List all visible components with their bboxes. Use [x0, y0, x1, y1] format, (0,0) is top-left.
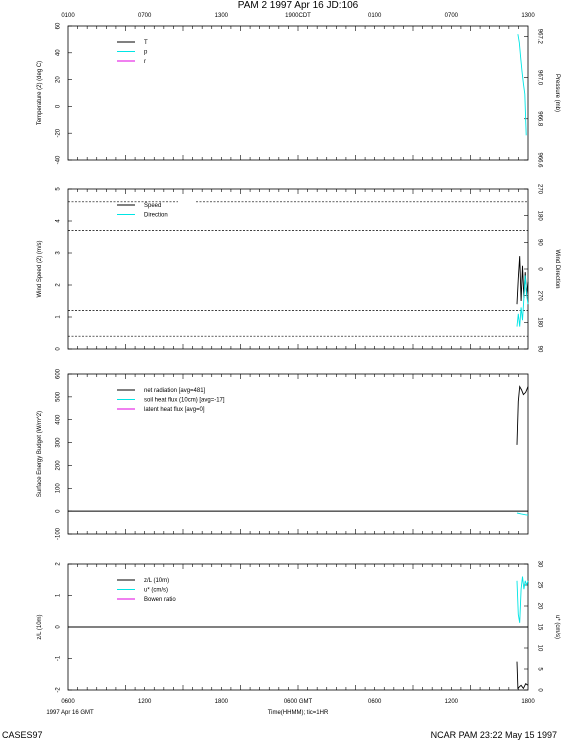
- legend-label: soil heat flux (10cm) [avg=-17]: [144, 397, 225, 404]
- bottom-time-axis: [61, 699, 535, 705]
- top-tick-label: 0100: [61, 13, 75, 19]
- bottom-tick-label: 0600 GMT: [283, 699, 313, 705]
- y-tick-label: -2: [55, 687, 62, 693]
- temperature-axis-label: Temperature (2) (deg C): [37, 60, 43, 126]
- chart-title: PAM 2 1997 Apr 16 JD:106: [237, 0, 359, 11]
- time-axis-label: Time(HHMM); tic=1HR: [267, 710, 329, 716]
- legend-label: latent heat flux [avg=0]: [144, 407, 205, 413]
- top-tick-label: 0100: [367, 13, 382, 19]
- wind-speed-axis-label: Wind Speed (2) (m/s): [37, 240, 43, 298]
- y-tick-label: 3: [55, 251, 62, 255]
- y2-tick-label: 20: [536, 602, 543, 610]
- legend-label: T: [144, 40, 148, 46]
- legend-label: Bowen ratio: [144, 597, 176, 603]
- bottom-tick-label: 1800: [521, 699, 535, 705]
- y-tick-label: 1: [55, 593, 62, 598]
- energy-budget-panel: [37, 368, 528, 540]
- panel-frame: [68, 189, 528, 349]
- y2-tick-label: 15: [536, 623, 543, 631]
- y-tick-label: 1: [55, 315, 62, 319]
- date-label: 1997 Apr 16 GMT: [46, 710, 94, 716]
- energy-budget-axis-label: Surface Energy Budget (W/m^2): [37, 410, 43, 498]
- series-line-zl: [517, 662, 528, 689]
- footer-right: NCAR PAM 23:22 May 15 1997: [430, 730, 557, 740]
- legend-label: u* (cm/s): [144, 587, 168, 594]
- top-tick-label: 0700: [444, 13, 459, 19]
- bottom-tick-label: 1200: [444, 699, 459, 705]
- legend-label: p: [144, 49, 148, 56]
- top-tick-label: 0700: [137, 13, 152, 19]
- y2-tick-label: 180: [536, 210, 543, 221]
- y-tick-label: 4: [55, 219, 62, 223]
- zl-axis-label: z/L (10m): [37, 614, 43, 640]
- y2-tick-label: 967.2: [536, 28, 543, 44]
- y2-tick-label: 270: [536, 183, 543, 195]
- y2-tick-label: 0: [536, 688, 543, 692]
- top-time-axis: [61, 13, 535, 19]
- top-tick-label: 1900CDT: [285, 13, 311, 19]
- y2-tick-label: 30: [536, 560, 543, 568]
- y2-tick-label: 90: [536, 238, 543, 246]
- series-line-u: [517, 577, 528, 623]
- panel-frame: [68, 26, 528, 160]
- y2-tick-label: 0: [536, 267, 543, 271]
- y-tick-label: 2: [55, 562, 62, 566]
- y-tick-label: 40: [55, 49, 62, 57]
- y-tick-label: 100: [55, 483, 62, 494]
- series-line-speed: [517, 256, 528, 304]
- y-tick-label: -20: [55, 128, 62, 138]
- bottom-tick-label: 1800: [214, 699, 229, 705]
- y2-tick-label: 180: [536, 317, 543, 328]
- y-tick-label: 2: [55, 283, 62, 287]
- y-tick-label: -40: [55, 155, 62, 165]
- y2-tick-label: 5: [536, 667, 543, 671]
- y-tick-label: 600: [55, 368, 62, 380]
- y-tick-label: -100: [55, 527, 62, 541]
- series-line-direction: [517, 275, 528, 326]
- y2-tick-label: 90: [536, 345, 543, 353]
- series-line-net: [517, 387, 528, 445]
- legend-label: r: [144, 59, 146, 65]
- y-tick-label: 400: [55, 414, 62, 425]
- y-tick-label: -1: [55, 655, 62, 662]
- y2-tick-label: 270: [536, 290, 543, 301]
- wind-panel: [37, 184, 560, 353]
- legend-label: Direction: [144, 212, 168, 219]
- series-line-soil: [517, 513, 528, 515]
- temperature-pressure-panel: [37, 22, 560, 168]
- series-line-p: [518, 34, 526, 135]
- y-tick-label: 300: [55, 437, 62, 448]
- y2-tick-label: 25: [536, 581, 543, 589]
- y-tick-label: 0: [55, 104, 62, 109]
- y2-tick-label: 10: [536, 644, 543, 652]
- stability-panel: [37, 561, 560, 693]
- y2-tick-label: 967.0: [536, 70, 543, 86]
- y2-tick-label: 966.8: [536, 111, 543, 127]
- y-tick-label: 0: [55, 347, 62, 351]
- legend-label: net radiation [avg=481]: [144, 388, 206, 394]
- top-tick-label: 1300: [521, 13, 535, 19]
- y-tick-label: 500: [55, 391, 62, 402]
- footer-left: CASES97: [2, 730, 43, 740]
- y-tick-label: 20: [55, 76, 62, 83]
- top-tick-label: 1300: [214, 13, 229, 19]
- legend-label: Speed: [144, 203, 162, 209]
- wind-direction-axis-label: Wind Direction: [554, 249, 560, 289]
- y-tick-label: 200: [55, 460, 62, 471]
- y-tick-label: 5: [55, 187, 62, 191]
- panel-frame: [68, 374, 528, 534]
- bottom-tick-label: 1200: [137, 699, 152, 705]
- legend-label: z/L (10m): [144, 578, 170, 584]
- ustar-axis-label: u* (cm/s): [554, 615, 560, 639]
- y-tick-label: 60: [55, 22, 62, 30]
- y-tick-label: 0: [55, 625, 62, 629]
- y-tick-label: 0: [55, 509, 62, 513]
- y2-tick-label: 966.6: [536, 152, 543, 168]
- bottom-tick-label: 0600: [61, 699, 75, 705]
- pressure-axis-label: Pressure (mb): [554, 73, 560, 113]
- bottom-tick-label: 0600: [367, 699, 382, 705]
